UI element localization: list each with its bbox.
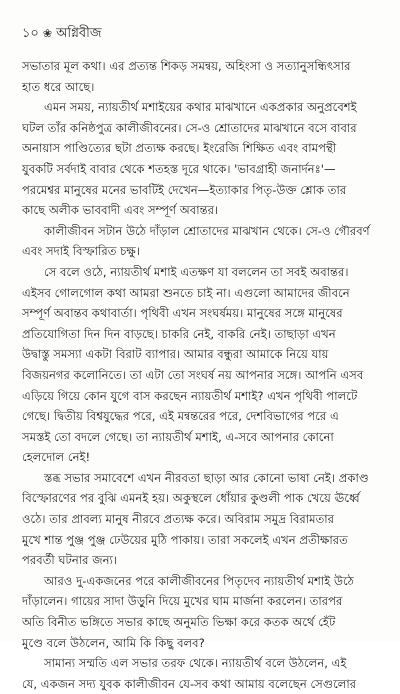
text-line: হেলদোল নেই! [22, 450, 91, 465]
ornament-icon: ❀ [42, 27, 53, 40]
text-line: এবং সদাই বিস্ফারিত চক্ষু। [22, 244, 140, 259]
text-line: সামান্য সম্মতি এল সভার তরফ থেকে। ন্যায়তীর্থ বলে উঠলেন, এই [44, 656, 347, 671]
text-line: আরও দু-একজনের পরে কালীজীবনের পিতৃদেব ন্যায়তীর্থ মশাই উঠে [44, 573, 354, 588]
text-line: যুবকটি সর্বদাই বাবার থেকে শতহস্ত দূরে থাকে। 'ভাবগ্রাহী জনার্দনঃ'— [22, 161, 336, 176]
page-header [22, 26, 101, 42]
body-text [22, 56, 384, 694]
text-line: বিস্ফোরণের পর বুঝি এমনই হয়। অকুস্থলে ধোঁয়ার কুণ্ডলী পাক খেয়ে ঊর্ধ্বে [22, 491, 360, 506]
text-line: গেছে। দ্বিতীয় বিশ্বযুদ্ধের পরে, এই মন্বন্তরের পরে, দেশবিভাগের পরে এ [22, 409, 339, 424]
text-line: সমস্তই তো বদলে গেছে। তা ন্যায়তীর্থ মশাই, এ-সবে আপনার কোনো [22, 429, 334, 444]
text-line: মুণ্ডে বলে উঠলেন, আমি কি কিছু বলব? [22, 635, 205, 650]
text-line: ঘটল তাঁর কনিষ্ঠপুত্র কালীজীবনের। সে-ও শ্রোতাদের মাঝখানে বসে বাবার [22, 120, 357, 135]
text-line: এড়িয়ে গিয়ে কোন যুগে বাস করছেন ন্যায়তীর্থ মশাই? এখন পৃথিবী পালটে [22, 388, 358, 403]
text-line: কাছে অলীক ভাববাদী এবং সম্পূর্ণ অবান্তর। [22, 203, 219, 218]
text-line: মুখে শান্ত পুঞ্জ পুঞ্জ ঢেউয়ের মুঠি পাকায়। তারা সকলেই এখন প্রতীক্ষারত [22, 532, 348, 547]
text-line: অতি বিনীত ভঙ্গিতে সভার কাছে অনুমতি ভিক্ষা করে কতক অর্থে হেঁট [22, 615, 336, 630]
text-line: পরবর্তী ঘটনার জন্য। [22, 553, 118, 568]
text-line: ওঠে। তার প্রাবল্য মানুষ নীরবে প্রত্যক্ষ করে। অবিরাম সমুদ্র বিরামতার [22, 512, 335, 527]
page-number: ১০ [22, 26, 39, 41]
text-line: বিজয়নগর কলোনিতে। তা এটা তো সংঘর্ষ নয় আপনার সঙ্গে। আপনি এসব [22, 367, 364, 382]
text-line: এইসব গোলগোল কথা আমরা শুনতে চাই না। এগুলো আমাদের জীবনে [22, 285, 350, 300]
text-line: পরমেশ্বর মানুষের মনের ভাবটিই দেখেন—ইত্যাকার পিতৃ-উক্ত শ্লোক তার [22, 182, 347, 197]
text-line: দাঁড়ালেন। গায়ের সাদা উড়ুনি দিয়ে মুখের ঘাম মার্জনা করলেন। তারপর [22, 594, 343, 609]
text-line: স্তব্ধ সভার সমাবেশে এখন নীরবতা ছাড়া আর কোনো ভাষা নেই। প্রকাণ্ড [44, 470, 369, 485]
text-line: সে বলে ওঠে, ন্যায়তীর্থ মশাই এতক্ষণ যা বললেন তা সবই অবান্তর। [44, 264, 349, 279]
text-line: সম্পূর্ণ অবান্তব কথাবার্তা। পৃথিবী এখন সংঘর্ষময়। মানুষের সঙ্গে মানুষের [22, 306, 343, 321]
text-line: এমন সময়, ন্যায়তীর্থ মশাইয়ের কথার মাঝখানে একপ্রকার অনুপ্রবেশই [44, 100, 357, 115]
text-line: কালীজীবন সটান উঠে দাঁড়াল শ্রোতাদের মাঝখান থেকে। সে-ও গৌরবর্ণ [44, 223, 370, 238]
text-line: সভাতার মূল কথা। এর প্রত্যন্ত শিকড় সমন্বয়, অহিংসা ও সত্যানুসন্ধিৎসার [22, 59, 351, 73]
text-line: হাত ধরে আছে। [22, 79, 95, 94]
text-line: যে, একজন সদ্য যুবক কালীজীবন যে-সব কথা আমায় বলেছেন সেগুলোর [22, 676, 357, 691]
text-line: অনায়াস পাণ্ডিত্যের ছটা প্রত্যক্ষ করছে। ইংরেজি শিক্ষিত এবং বামপন্থী [22, 141, 337, 156]
text-line: উদ্বাস্তু সমস্যা একটা বিরাট ব্যাপার। আমার বন্ধুরা আমাকে নিয়ে যায় [22, 347, 329, 362]
book-title: অগ্নিবীজ [56, 26, 102, 41]
text-line: প্রতিযোগিতা দিন দিন বাড়ছে। চাকরি নেই, বাকরি নেই। তাছাড়া এখন [22, 326, 336, 341]
